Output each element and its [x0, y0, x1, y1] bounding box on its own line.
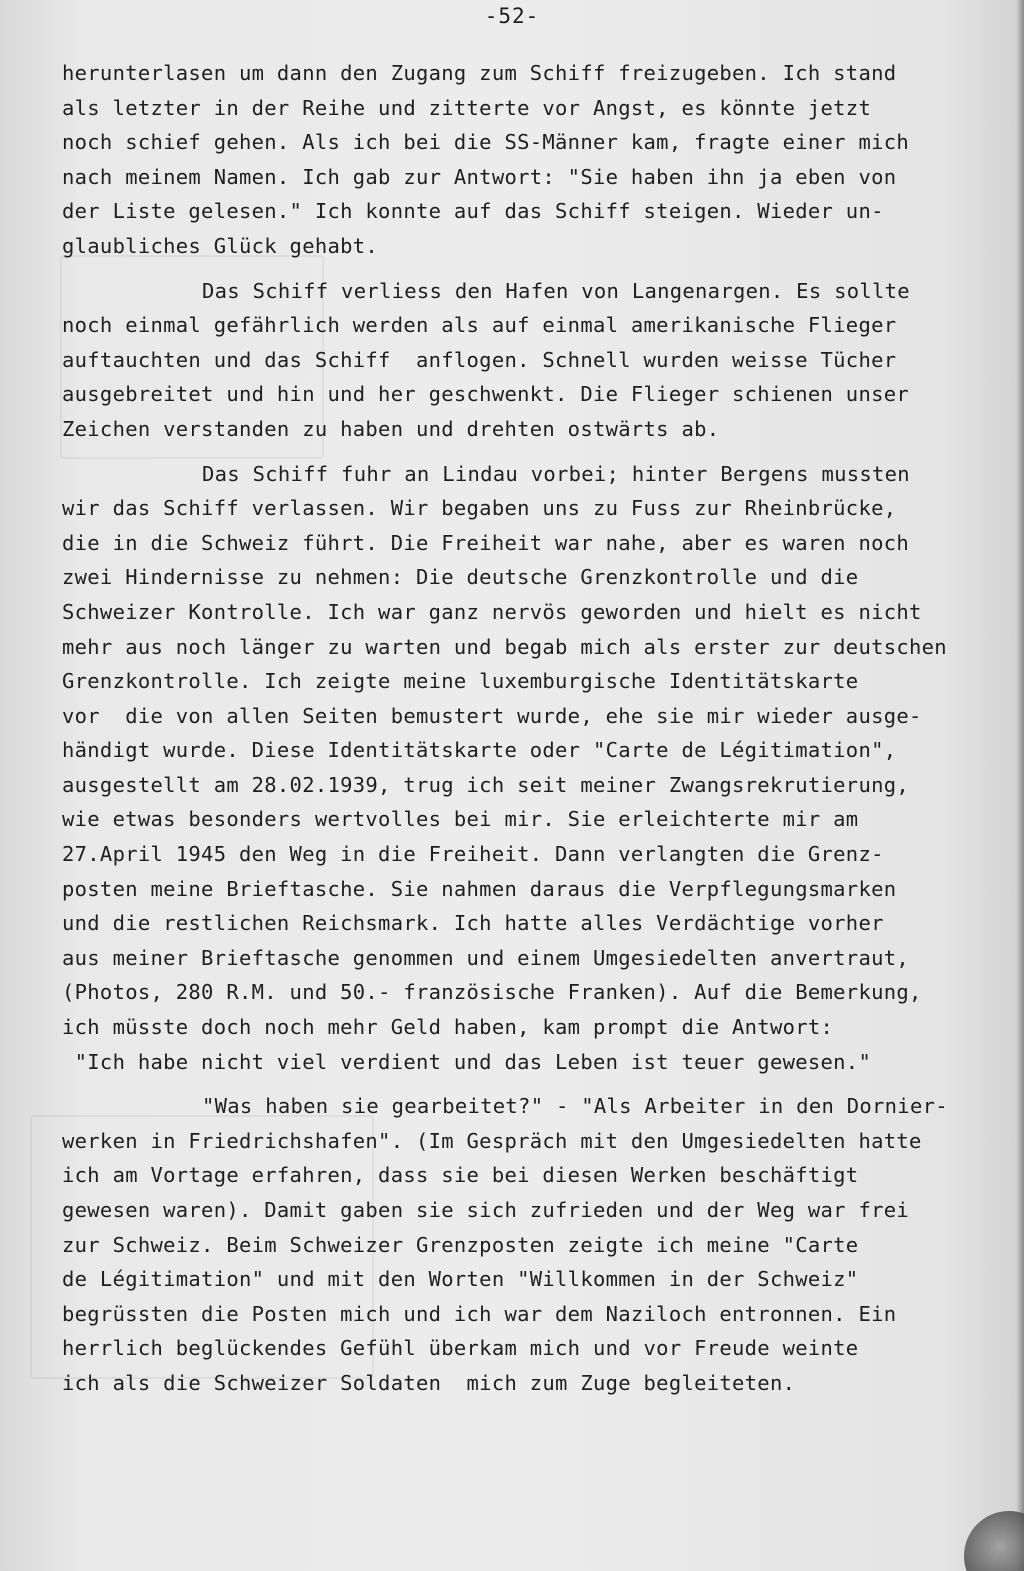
text-line: ausgebreitet und hin und her geschwenkt. Die Flieger schienen unser	[62, 382, 910, 407]
text-line: als letzter in der Reihe und zitterte vor Angst, es könnte jetzt	[62, 95, 872, 120]
text-line: vor die von allen Seiten bemustert wurde, ehe sie mir wieder ausge-	[62, 703, 922, 728]
text-line: Schweizer Kontrolle. Ich war ganz nervös geworden und hielt es nicht	[62, 599, 922, 624]
paragraph-4	[62, 1089, 1012, 1400]
page-number: -52-	[484, 4, 540, 28]
text-line: zwei Hindernisse zu nehmen: Die deutsche Grenzkontrolle und die	[62, 565, 859, 590]
text-line: mehr aus noch länger zu warten und begab mich als erster zur deutschen	[62, 634, 947, 659]
text-line: ich als die Schweizer Soldaten mich zum Zuge begleiteten.	[62, 1370, 796, 1395]
text-line: der Liste gelesen." Ich konnte auf das Schiff steigen. Wieder un-	[62, 199, 884, 224]
text-line: nach meinem Namen. Ich gab zur Antwort: "Sie haben ihn ja eben von	[62, 164, 897, 189]
text-line: Zeichen verstanden zu haben und drehten ostwärts ab.	[62, 416, 720, 441]
text-line: posten meine Brieftasche. Sie nahmen daraus die Verpflegungsmarken	[62, 876, 897, 901]
text-line: zur Schweiz. Beim Schweizer Grenzposten zeigte ich meine "Carte	[62, 1232, 859, 1257]
text-line: "Was haben sie gearbeitet?" - "Als Arbeiter in den Dornier-	[202, 1094, 948, 1119]
paragraph-3	[62, 457, 1012, 1080]
text-line: herrlich beglückendes Gefühl überkam mich und vor Freude weinte	[62, 1336, 859, 1361]
text-line: glaubliches Glück gehabt.	[62, 233, 379, 258]
text-line: ich müsste doch noch mehr Geld haben, kam prompt die Antwort:	[62, 1015, 834, 1040]
text-line: ausgestellt am 28.02.1939, trug ich seit meiner Zwangsrekrutierung,	[62, 772, 910, 797]
text-line: wie etwas besonders wertvolles bei mir. Sie erleichterte mir am	[62, 807, 859, 832]
text-line: noch schief gehen. Als ich bei die SS-Männer kam, fragte einer mich	[62, 130, 910, 155]
text-line: Das Schiff verliess den Hafen von Langenargen. Es sollte	[202, 278, 910, 303]
text-line: und die restlichen Reichsmark. Ich hatte alles Verdächtige vorher	[62, 911, 884, 936]
paragraph-2	[62, 274, 1012, 447]
text-line: gewesen waren). Damit gaben sie sich zufrieden und der Weg war frei	[62, 1198, 910, 1222]
paragraph-1	[62, 56, 1012, 264]
text-line: werken in Friedrichshafen". (Im Gespräch mit den Umgesiedelten hatte	[62, 1128, 922, 1153]
text-line: aus meiner Brieftasche genommen und einem Umgesiedelten anvertraut,	[62, 945, 910, 970]
text-line: herunterlasen um dann den Zugang zum Schiff freizugeben. Ich stand	[62, 61, 897, 85]
text-line: Grenzkontrolle. Ich zeigte meine luxemburgische Identitätskarte	[62, 669, 859, 694]
paragraph-gap	[62, 1079, 1012, 1089]
page-edge-shadow	[1016, 0, 1024, 1571]
text-line: de Légitimation" und mit den Worten "Willkommen in der Schweiz"	[62, 1267, 859, 1292]
text-line: auftauchten und das Schiff anflogen. Schnell wurden weisse Tücher	[62, 347, 897, 372]
text-line: ich am Vortage erfahren, dass sie bei diesen Werken beschäftigt	[62, 1163, 859, 1188]
text-line: begrüssten die Posten mich und ich war dem Naziloch entronnen. Ein	[62, 1301, 897, 1326]
text-line: wir das Schiff verlassen. Wir begaben uns zu Fuss zur Rheinbrücke,	[62, 496, 897, 521]
text-line: (Photos, 280 R.M. und 50.- französische Franken). Auf die Bemerkung,	[62, 980, 922, 1005]
text-line: noch einmal gefährlich werden als auf einmal amerikanische Flieger	[62, 313, 897, 338]
text-line: händigt wurde. Diese Identitätskarte oder "Carte de Légitimation",	[62, 738, 897, 763]
text-line: Das Schiff fuhr an Lindau vorbei; hinter Bergens mussten	[202, 461, 910, 486]
paragraph-gap	[62, 447, 1012, 457]
text-line: 27.April 1945 den Weg in die Freiheit. Dann verlangten die Grenz-	[62, 842, 884, 867]
paragraph-gap	[62, 264, 1012, 274]
text-line: die in die Schweiz führt. Die Freiheit war nahe, aber es waren noch	[62, 530, 910, 555]
corner-thumb-shadow	[964, 1511, 1024, 1571]
text-line: "Ich habe nicht viel verdient und das Leben ist teuer gewesen."	[62, 1049, 872, 1074]
body-text	[62, 56, 1012, 1401]
